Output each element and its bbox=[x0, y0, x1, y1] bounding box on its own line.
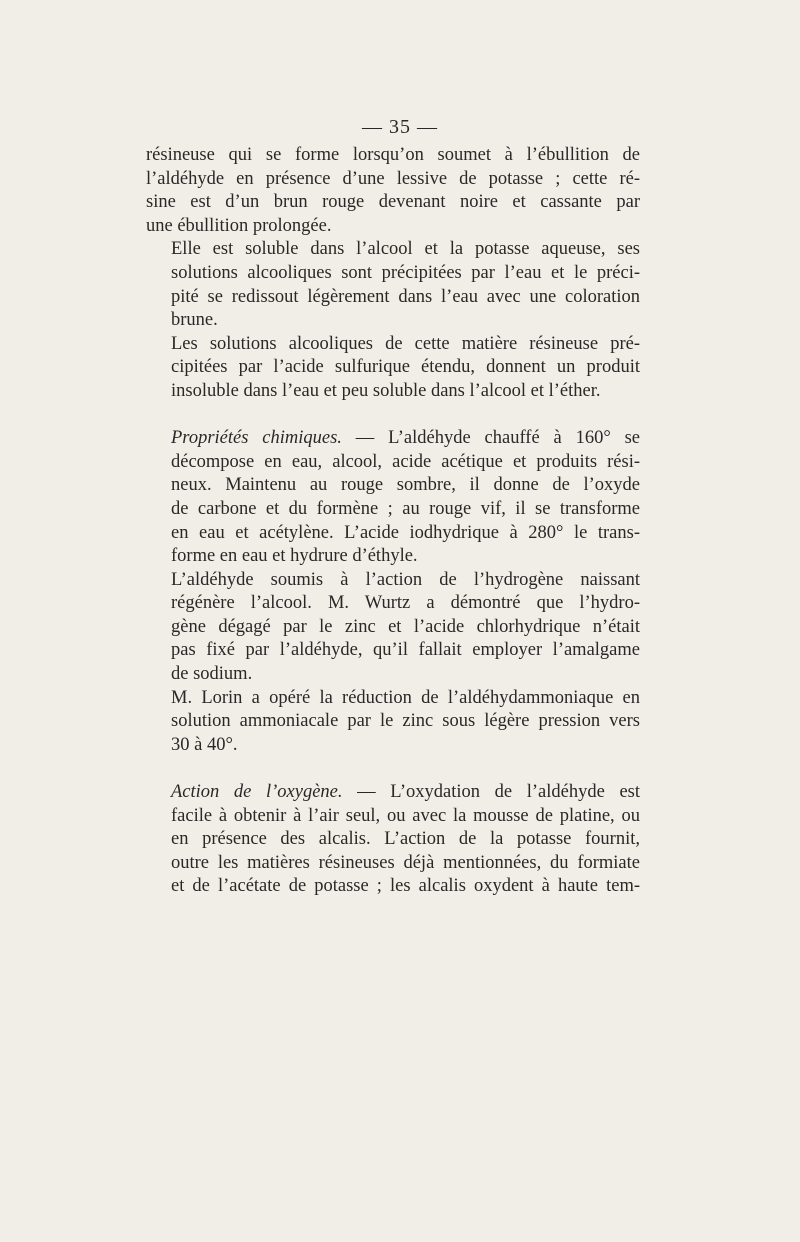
section-heading: Action de l’oxygène. bbox=[171, 782, 343, 803]
text-line: neux. Maintenu au rouge sombre, il donne de l’oxyde bbox=[171, 475, 640, 496]
text-line: solutions alcooliques sont précipitées par l’eau et le préci- bbox=[171, 262, 640, 283]
text-line: Les solutions alcooliques de cette matière résineuse pré- bbox=[171, 333, 640, 354]
text-run: — L’aldéhyde chauffé à 160° se bbox=[341, 428, 640, 449]
paragraph bbox=[146, 569, 640, 687]
text-line: régénère l’alcool. M. Wurtz a démontré que l’hydro- bbox=[171, 593, 640, 614]
text-line: en présence des alcalis. L’action de la potasse fournit, bbox=[171, 829, 640, 850]
paragraph bbox=[146, 333, 640, 404]
page-number: — 35 — bbox=[362, 116, 438, 138]
text-line bbox=[146, 781, 640, 805]
text-line: solution ammoniacale par le zinc sous légère pression vers bbox=[171, 711, 640, 732]
text-line: de carbone et du formène ; au rouge vif, il se transforme bbox=[171, 498, 640, 519]
text-line: Elle est soluble dans l’alcool et la potasse aqueuse, ses bbox=[171, 239, 640, 260]
text-line: de sodium. bbox=[171, 664, 253, 685]
text-run: — L’oxydation de l’aldéhyde est bbox=[342, 782, 640, 803]
text-line: gène dégagé par le zinc et l’acide chlorhydrique n’était bbox=[171, 616, 640, 637]
text-line: résineuse qui se forme lorsqu’on soumet à l’ébullition de bbox=[146, 145, 640, 165]
text-line: pité se redissout légèrement dans l’eau avec une coloration bbox=[171, 286, 640, 307]
text-line: et de l’acétate de potasse ; les alcalis oxydent à haute tem- bbox=[171, 876, 640, 897]
text-line: sine est d’un brun rouge devenant noire et cassante par bbox=[146, 192, 640, 213]
section-heading: Propriétés chimiques. bbox=[171, 428, 342, 449]
body-text bbox=[146, 144, 640, 899]
text-line: L’aldéhyde soumis à l’action de l’hydrogène naissant bbox=[171, 569, 640, 590]
text-line bbox=[146, 427, 640, 451]
text-line: décompose en eau, alcool, acide acétique et produits rési- bbox=[171, 451, 640, 472]
text-line: brune. bbox=[171, 310, 218, 331]
paragraph bbox=[146, 781, 640, 899]
paragraph bbox=[146, 687, 640, 758]
text-line: en eau et acétylène. L’acide iodhydrique à 280° le trans- bbox=[171, 522, 640, 543]
text-line: outre les matières résineuses déjà mentionnées, du formiate bbox=[171, 852, 640, 873]
paragraph bbox=[146, 427, 640, 569]
text-line: facile à obtenir à l’air seul, ou avec la mousse de platine, ou bbox=[171, 805, 640, 826]
text-line: l’aldéhyde en présence d’une lessive de potasse ; cette ré- bbox=[146, 168, 640, 189]
text-line: cipitées par l’acide sulfurique étendu, donnent un produit bbox=[171, 357, 640, 378]
paragraph bbox=[146, 144, 640, 238]
text-line: 30 à 40°. bbox=[171, 734, 238, 755]
text-line: forme en eau et hydrure d’éthyle. bbox=[171, 546, 418, 567]
text-line: M. Lorin a opéré la réduction de l’aldéhydammoniaque en bbox=[171, 687, 640, 708]
text-line: pas fixé par l’aldéhyde, qu’il fallait employer l’amalgame bbox=[171, 640, 640, 661]
text-line: une ébullition prolongée. bbox=[146, 215, 332, 236]
text-line: insoluble dans l’eau et peu soluble dans l’alcool et l’éther. bbox=[171, 380, 601, 401]
paragraph bbox=[146, 238, 640, 332]
